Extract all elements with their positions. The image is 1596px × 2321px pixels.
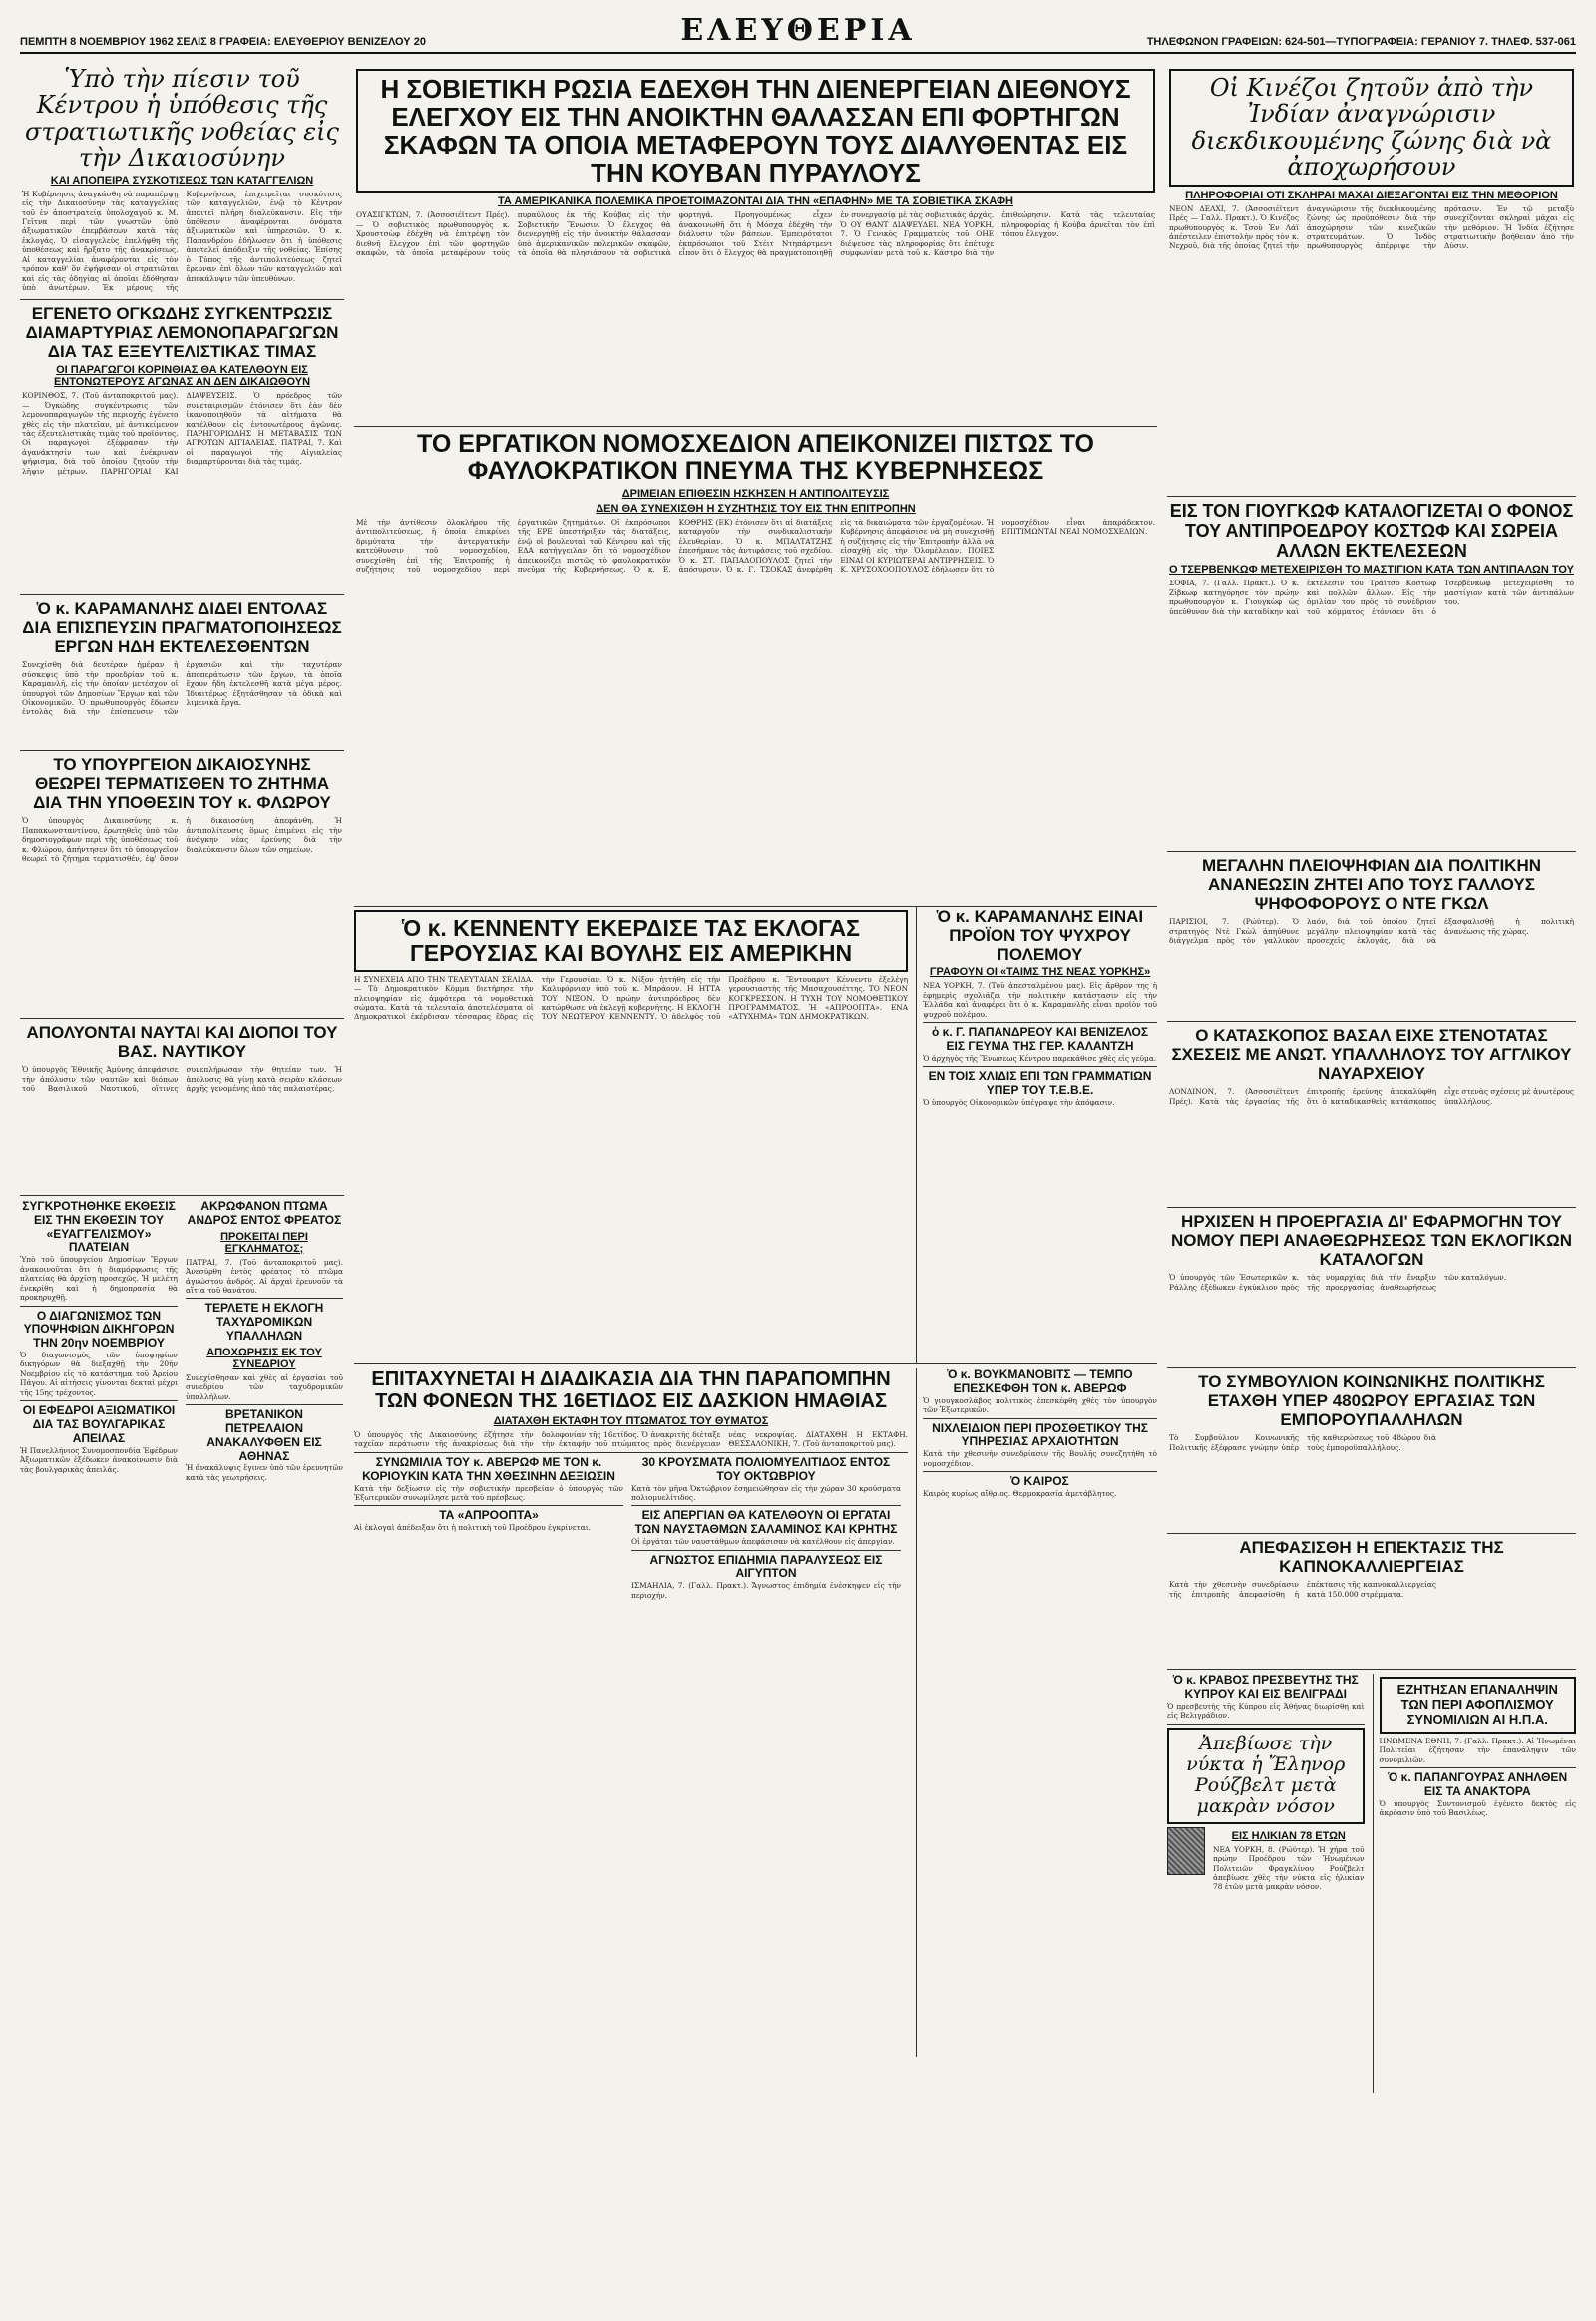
divider [20,1400,178,1401]
brief-text: ΙΣΜΑΗΛΙΑ, 7. (Γαλλ. Πρακτ.). Ἄγνωστος ἐπιδημία ἐνέσκηψεν εἰς τὴν περιοχήν. [631,1581,901,1600]
body-text: ΠΑΡΙΣΙΟΙ, 7. (Ρώϋτερ). Ὁ στρατηγὸς Ντὲ Γκὼλ ἀπηύθυνε διάγγελμα πρὸς τὸν γαλλικὸν λαόν, διὰ τοῦ ὁποίου ζητεῖ μεγάλην πλειοψηφίαν κατὰ τὰς προσεχεῖς ἐκλογάς, διὰ νὰ ἐξασφαλισθῇ ἡ πολιτικὴ ἀνανέωσις τῆς χώρας. [1169,917,1574,946]
middle-lower-left [354,1368,908,2057]
article-vassall-spy [1167,1022,1576,1208]
headline-box [356,69,1155,193]
briefs-column-a [354,1456,623,1600]
briefs-column-b [186,1200,343,1808]
right-column [1167,62,1576,2093]
body-text: Ἡ Κυβέρνησις ἀναγκάσθη νὰ παραπέμψῃ εἰς τὴν Δικαιοσύνην τὰς καταγγελίας τοῦ ἐν ἀποστρατείᾳ ὑπολοχαγοῦ κ. Μ. Γεῖτνα περὶ τῶν γνωστῶν ὑπὸ ἀξιωματικῶν ἐπεμβάσεων κατὰ τὰς ἐκλογάς. Ὁ εἰσαγγελεὺς ἐπελήφθη τῆς ὑποθέσεως καὶ ἤρξατο τῆς ἀνακρίσεως. Αἱ καταγγελίαι ἀναφέρονται εἰς τὸν τρόπον καθ' ὃν ἐψήφισαν οἱ στρατιῶται καὶ εἰς τὰς ὁδηγίας αἱ ὁποῖαι ἐδόθησαν ὑπὸ ἀνωτέρων. Ἐκ μέρους τῆς Κυβερνήσεως ἐπιχειρεῖται συσκότισις τῶν καταγγελιῶν, ἐνῷ τὸ Κέντρον ἀπαιτεῖ πλήρη διαλεύκανσιν. Εἰς τὴν ὑπόθεσιν ἀναφέρονται ὀνόματα ἀξιωματικῶν καὶ ὑπηρεσιῶν. Ὁ κ. Παπανδρέου ἐδήλωσεν ὅτι ἡ ὑπόθεσις ἀποτελεῖ ἀπόδειξιν τῆς νοθείας. Ἐπίσης ὁ Τύπος τῆς ἀντιπολιτεύσεως ζητεῖ ἔρευναν ἐπὶ ὅλων τῶν καταγγελιῶν καὶ ἀποκάλυψιν τῶν ὑπευθύνων. [22,189,342,293]
headline: ΤΟ ΕΡΓΑΤΙΚΟΝ ΝΟΜΟΣΧΕΔΙΟΝ ΑΠΕΙΚΟΝΙΖΕΙ ΠΙΣΤΩΣ ΤΟ ΦΑΥΛΟΚΡΑΤΙΚΟΝ ΠΝΕΥΜΑ ΤΗΣ ΚΥΒΕΡΝΗΣΕΩΣ [417,430,1094,485]
brief-text: Οἱ ἐργάται τῶν ναυστάθμων ἀπεφάσισαν νὰ κατέλθουν εἰς ἀπεργίαν. [631,1537,895,1547]
right-lower-right [1373,1674,1577,2093]
divider [631,1550,901,1551]
article-electoral-lists [1167,1208,1576,1368]
article-social-policy [1167,1368,1576,1534]
brief-text: Αἱ ἐκλογαὶ ἀπέδειξαν ὅτι ἡ πολιτικὴ τοῦ Προέδρου ἐγκρίνεται. [354,1523,591,1533]
headline: Ὑπὸ τὴν πίεσιν τοῦ Κέντρου ἡ ὑπόθεσις τῆς στρατιωτικῆς νοθείας εἰς τὴν Δικαιοσύνην [25,65,339,173]
subheadline: ΤΑ ΑΜΕΡΙΚΑΝΙΚΑ ΠΟΛΕΜΙΚΑ ΠΡΟΕΤΟΙΜΑΖΟΝΤΑΙ ΔΙΑ ΤΗΝ «ΕΠΑΦΗΝ» ΜΕ ΤΑ ΣΟΒΙΕΤΙΚΑ ΣΚΑΦΗ [498,195,1013,208]
subheadline: ΟΙ ΠΑΡΑΓΩΓΟΙ ΚΟΡΙΝΘΙΑΣ ΘΑ ΚΑΤΕΛΘΟΥΝ ΕΙΣ ΕΝΤΟΝΩΤΕΡΟΥΣ ΑΓΩΝΑΣ ΑΝ ΔΕΝ ΔΙΚΑΙΩΘΟΥΝ [53,364,311,389]
middle-briefs-row [354,1456,908,1600]
article-china-india [1167,62,1576,497]
body-text: ΟΥΑΣΙΓΚΤΩΝ, 7. (Ἀσσοσιέϊτεντ Πρές). — Ὁ σοβιετικὸς πρωθυπουργὸς κ. Χρουστσὼφ ἐδέχθη νὰ ἐπιτρέψῃ τὸν διεθνῆ ἔλεγχον ἐπὶ τῶν φορτηγῶν σκαφῶν, τὰ ὁποῖα μεταφέρουν τοὺς πυραύλους ἐκ τῆς Κούβας εἰς τὴν Σοβιετικὴν Ἕνωσιν. Ὁ ἔλεγχος θὰ διενεργηθῇ εἰς τὴν ἀνοικτὴν θάλασσαν ὑπὸ ἀμερικανικῶν πολεμικῶν σκαφῶν, τὰ ὁποῖα θὰ πλησιάσουν τὰ σοβιετικὰ φορτηγά. Προηγουμένως εἶχεν ἀνακοινωθῆ ὅτι ἡ Μόσχα ἐδέχθη τὴν διάλυσιν τῶν βάσεων. Ἐμπειρότατοι ἐκπρόσωποι τοῦ Στέιτ Ντηπάρτμεντ εἶπον ὅτι ὁ ἔλεγχος θὰ πραγματοποιηθῇ ἐν συνεργασίᾳ μὲ τὰς σοβιετικὰς ἀρχάς. Ὁ ΟΥ ΘΑΝΤ ΔΙΑΨΕΥΔΕΙ. ΝΕΑ ΥΟΡΚΗ, 7. Ὁ Γενικὸς Γραμματεὺς τοῦ ΟΗΕ διέψευσε τὰς πληροφορίας ὅτι ἐπέτυχε συμφωνίαν μετὰ τοῦ κ. Κάστρο διὰ τὴν ἐπιθεώρησιν. Κατὰ τὰς τελευταίας πληροφορίας ἡ Κούβα ἀρνεῖται τὸν ἐπὶ τόπου ἔλεγχον. [356,210,1155,258]
article-de-gaulle [1167,852,1576,1022]
headline-box [1380,1677,1577,1734]
body-text: Κατὰ τὴν χθεσινὴν συνεδρίασιν τῆς ἐπιτροπῆς ἀπεφασίσθη ἡ ἐπέκτασις τῆς καπνοκαλλιεργείας κατὰ 150.000 στρέμματα. [1169,1580,1436,1599]
brief-subheadline: ΑΠΟΧΩΡΗΣΙΣ ΕΚ ΤΟΥ ΣΥΝΕΔΡΙΟΥ [206,1346,322,1370]
subheadline: ΓΡΑΦΟΥΝ ΟΙ «ΤΑΙΜΣ ΤΗΣ ΝΕΑΣ ΥΟΡΚΗΣ» [929,967,1151,979]
brief-headline: ΝΙΧΛΕΙΔΙΟΝ ΠΕΡΙ ΠΡΟΣΘΕΤΙΚΟΥ ΤΗΣ ΥΠΗΡΕΣΙΑΣ ΑΡΧΑΙΟΤΗΤΩΝ [932,1420,1148,1449]
brief-text: Κατὰ τὴν χθεσινὴν συνεδρίασιν τῆς Βουλῆς συνεζητήθη τὸ νομοσχέδιον. [923,1449,1157,1468]
headline: ΕΙΣ ΤΟΝ ΓΙΟΥΓΚΩΦ ΚΑΤΑΛΟΓΙΖΕΤΑΙ Ο ΦΟΝΟΣ ΤΟΥ ΑΝΤΙΠΡΟΕΔΡΟΥ ΚΟΣΤΩΦ ΚΑΙ ΣΩΡΕΙΑ ΑΛΛΩΝ ΕΚΤΕΛΕΣΕΩΝ [1169,501,1574,562]
article-yugov-kostov [1167,497,1576,852]
brief-headline: ΤΑ «ΑΠΡΟΟΠΤΑ» [439,1508,539,1523]
body-text: Ὁ ὑπουργὸς Δικαιοσύνης κ. Παπακωνσταντίνου, ἐρωτηθεὶς ὑπὸ τῶν δημοσιογράφων περὶ τῆς ὑποθέσεως τοῦ κ. Φλώρου, ἀπήντησεν ὅτι τὸ ὑπουργεῖον θεωρεῖ τὸ ζήτημα τερματισθέν, ἐφ' ὅσον ἡ δικαιοσύνη ἀπεφάνθη. Ἡ ἀντιπολίτευσις ὅμως ἐπιμένει εἰς τὴν ἀνάγκην νέας ἐρεύνης διὰ τὴν διαλεύκανσιν ὅλων τῶν σημείων. [22,816,342,863]
headline-box [1169,69,1574,187]
brief-headline: ΕΖΗΤΗΣΑΝ ΕΠΑΝΑΛΗΨΙΝ ΤΩΝ ΠΕΡΙ ΑΦΟΠΛΙΣΜΟΥ ΣΥΝΟΜΙΛΙΩΝ ΑΙ Η.Π.Α. [1396,1682,1558,1727]
divider [923,1066,1157,1067]
brief-text: Κατὰ τὴν δεξίωσιν εἰς τὴν σοβιετικὴν πρεσβείαν ὁ ὑπουργὸς τῶν Ἐξωτερικῶν συνωμίλησε μετὰ τοῦ πρέσβεως. [354,1483,623,1502]
brief-text: ΠΑΤΡΑΙ, 7. (Τοῦ ἀνταποκριτοῦ μας). Ἀνεσύρθη ἐντὸς φρέατος τὸ πτῶμα ἀγνώστου ἀνδρός. Αἱ ἀρχαὶ ἐρευνοῦν τὰ αἴτια τοῦ θανάτου. [186,1257,343,1295]
headline: Ἀπεβίωσε τὴν νύκτα ἡ Ἔληνορ Ρούζβελτ μετὰ μακρὰν νόσον [1186,1732,1346,1818]
subheadline: Ο ΤΣΕΡΒΕΝΚΩΦ ΜΕΤΕΧΕΙΡΙΣΘΗ ΤΟ ΜΑΣΤΙΓΙΟΝ ΚΑΤΑ ΤΩΝ ΑΝΤΙΠΑΛΩΝ ΤΟΥ [1169,564,1574,577]
portrait-photo [1167,1827,1205,1875]
body-text: Ὁ ὑπουργὸς τῆς Δικαιοσύνης ἐζήτησε τὴν ταχεῖαν περάτωσιν τῆς ἀνακρίσεως διὰ τὴν δολοφονίαν τῆς 16ετίδος. Ὁ ἀνακριτὴς διέταξε τὴν ἐκταφὴν τοῦ πτώματος πρὸς διενέργειαν νέας νεκροψίας. ΔΙΑΤΑΧΘΗ Η ΕΚΤΑΦΗ. ΘΕΣΣΑΛΟΝΙΚΗ, 7. (Τοῦ ἀνταποκριτοῦ μας). [354,1430,909,1449]
brief-text: ΗΝΩΜΕΝΑ ΕΘΝΗ, 7. (Γαλλ. Πρακτ.). Αἱ Ἡνωμέναι Πολιτεῖαι ἐζήτησαν τὴν ἐπανάληψιν τῶν συνομιλιῶν. [1379,1736,1576,1764]
brief-headline: Ὁ κ. ΒΟΥΚΜΑΝΟΒΙΤΣ — ΤΕΜΠΟ ΕΠΕΣΚΕΦΘΗ ΤΟΝ κ. ΑΒΕΡΩΦ [947,1367,1133,1395]
body-text: Ὁ ὑπουργὸς Ἐθνικῆς Ἀμύνης ἀπεφάσισε τὴν ἀπόλυσιν τῶν ναυτῶν καὶ διόπων τοῦ Βασιλικοῦ Ναυτικοῦ, οἵτινες συνεπλήρωσαν τὴν θητείαν των. Ἡ ἀπόλυσις θὰ γίνῃ κατὰ σειρὰν κλάσεων ἀρχῆς γενομένης ἀπὸ τὰς παλαιοτέρας. [22,1065,342,1093]
divider [1167,1724,1365,1725]
article-karamanlis-cold-war [916,907,1157,1363]
brief-text: Ὁ γιουγκοσλάβος πολιτικὸς ἐπεσκέφθη χθὲς τὸν ὑπουργὸν τῶν Ἐξωτερικῶν. [923,1395,1157,1415]
body-text: ΚΟΡΙΝΘΟΣ, 7. (Τοῦ ἀνταποκριτοῦ μας). — Ὀγκώδης συγκέντρωσις τῶν λεμονοπαραγωγῶν τῆς περιοχῆς ἐγένετο χθὲς εἰς τὴν πλατεῖαν, μὲ ἀντικείμενον τὰς ἐξευτελιστικὰς τιμὰς τοῦ προϊόντος. Οἱ παραγωγοὶ ἐξέφρασαν τὴν ἀγανάκτησίν των καὶ ἐνέκριναν ψήφισμα, διὰ τοῦ ὁποίου ζητοῦν τὴν λῆψιν μέτρων. ΠΑΡΗΓΟΡΙΑΙ ΚΑΙ ΔΙΑΨΕΥΣΕΙΣ. Ὁ πρόεδρος τῶν συνεταιρισμῶν ἐτόνισεν ὅτι ἐὰν δὲν ἱκανοποιηθοῦν τὰ αἰτήματα θὰ κατέλθουν εἰς ἐντονωτέρους ἀγῶνας. ΠΑΡΗΓΟΡΙΩΔΗΣ Η ΜΕΤΑΒΑΣΙΣ ΤΩΝ ΑΓΡΟΤΩΝ ΑΙΓΙΑΛΕΙΑΣ. ΠΑΤΡΑΙ, 7. Καὶ οἱ παραγωγοὶ τῆς Αἰγιαλείας διαμαρτύρονται διὰ τὰς τιμάς. [22,391,342,476]
divider [923,1471,1157,1472]
article-navy-discharge [20,1019,344,1196]
headline: ΗΡΧΙΣΕΝ Η ΠΡΟΕΡΓΑΣΙΑ ΔΙ' ΕΦΑΡΜΟΓΗΝ ΤΟΥ ΝΟΜΟΥ ΠΕΡΙ ΑΝΑΘΕΩΡΗΣΕΩΣ ΤΩΝ ΕΚΛΟΓΙΚΩΝ ΚΑΤΑΛΟΓΩΝ [1170,1212,1573,1270]
divider [354,1452,908,1453]
article-karamanlis-works [20,595,344,751]
brief-text: Ὁ διαγωνισμὸς τῶν ὑποψηφίων δικηγόρων θὰ διεξαχθῇ τὴν 20ὴν Νοεμβρίου εἰς τὸ κατάστημα τοῦ Ἀρείου Πάγου. Αἱ αἰτήσεις γίνονται δεκταὶ μέχρι τῆς 15ης τρέχοντος. [20,1350,178,1397]
brief-text: Κατὰ τὸν μῆνα Ὀκτώβριον ἐσημειώθησαν εἰς τὴν χώραν 30 κρούσματα πολιομυελίτιδος. [631,1483,901,1502]
headline: Ὁ κ. ΚΑΡΑΜΑΝΛΗΣ ΕΙΝΑΙ ΠΡΟΪΟΝ ΤΟΥ ΨΥΧΡΟΥ ΠΟΛΕΜΟΥ [936,907,1144,965]
body-text: Η ΣΥΝΕΧΕΙΑ ΑΠΟ ΤΗΝ ΤΕΛΕΥΤΑΙΑΝ ΣΕΛΙΔΑ. — Τὸ Δημοκρατικὸν Κόμμα διετήρησε τὴν πλειοψηφίαν εἰς ἀμφότερα τὰ νομοθετικὰ σώματα. Κατὰ τὰ τελευταῖα ἀποτελέσματα οἱ Δημοκρατικοὶ ἐκέρδισαν τέσσαρας ἕδρας εἰς τὴν Γερουσίαν. Ὁ κ. Νίξον ἡττήθη εἰς τὴν Καλιφόρνιαν ὑπὸ τοῦ κ. Μπράουν. Η ΗΤΤΑ ΤΟΥ ΝΙΞΟΝ. Ὁ πρώην ἀντιπρόεδρος δὲν κατώρθωσε νὰ ἐκλεγῇ κυβερνήτης. Η ΕΚΛΟΓΗ ΤΟΥ ΝΕΩΤΕΡΟΥ ΚΕΝΝΕΝΤΥ. Ὁ ἀδελφὸς τοῦ Προέδρου κ. Ἔντουαρντ Κέννεντυ ἐξελέγη γερουσιαστὴς τῆς Μασαχουσέττης. ΤΟ ΝΕΟΝ ΚΟΓΚΡΕΣΣΟΝ. Η ΤΥΧΗ ΤΟΥ ΝΟΜΟΘΕΤΙΚΟΥ ΠΡΟΓΡΑΜΜΑΤΟΣ. Ἡ «ΑΠΡΟΟΠΤΑ». ΕΝΑ «ΑΤΥΧΗΜΑ» ΤΩΝ ΔΗΜΟΚΡΑΤΙΚΩΝ. [354,974,909,1022]
headline: Ὁ κ. ΚΑΡΑΜΑΝΛΗΣ ΔΙΔΕΙ ΕΝΤΟΛΑΣ ΔΙΑ ΕΠΙΣΠΕΥΣΙΝ ΠΡΑΓΜΑΤΟΠΟΙΗΣΕΩΣ ΕΡΓΩΝ ΗΔΗ ΕΚΤΕΛΕΣΘΕΝΤΩΝ [22,599,342,657]
subheadline: ΕΙΣ ΗΛΙΚΙΑΝ 78 ΕΤΩΝ [1231,1829,1346,1842]
weather-text: Καιρὸς κυρίως αἴθριος. Θερμοκρασία ἀμετάβλητος. [923,1488,1117,1498]
article-soviet-cuba [354,62,1157,427]
brief-text: Ὁ ὑπουργὸς Οἰκονομικῶν ὑπέγραψε τὴν ἀπόφασιν. [923,1097,1115,1107]
divider [186,1298,343,1299]
right-lower-left [1167,1674,1365,2093]
headline: Η ΣΟΒΙΕΤΙΚΗ ΡΩΣΙΑ ΕΔΕΧΘΗ ΤΗΝ ΔΙΕΝΕΡΓΕΙΑΝ ΔΙΕΘΝΟΥΣ ΕΛΕΓΧΟΥ ΕΙΣ ΤΗΝ ΑΝΟΙΚΤΗΝ ΘΑΛΑΣΣΑΝ ΕΠΙ ΦΟΡΤΗΓΩΝ ΣΚΑΦΩΝ ΤΑ ΟΠΟΙΑ ΜΕΤΑΦΕΡΟΥΝ ΤΟΥΣ ΔΙΑΛΥΘΕΝΤΑΣ ΕΙΣ ΤΗΝ ΚΟΥΒΑΝ ΠΥΡΑΥΛΟΥΣ [380,74,1131,189]
brief-headline: Ὁ κ. ΠΑΠΑΝΓΟΥΡΑΣ ΑΝΗΛΘΕΝ ΕΙΣ ΤΑ ΑΝΑΚΤΟΡΑ [1388,1770,1568,1799]
divider [923,1022,1157,1023]
brief-headline: ΣΥΝΩΜΙΛΙΑ ΤΟΥ κ. ΑΒΕΡΩΦ ΜΕ ΤΟΝ κ. ΚΟΡΙΟΥΚΙΝ ΚΑΤΑ ΤΗΝ ΧΘΕΣΙΝΗΝ ΔΕΞΙΩΣΙΝ [362,1454,615,1483]
headline: ΤΟ ΣΥΜΒΟΥΛΙΟΝ ΚΟΙΝΩΝΙΚΗΣ ΠΟΛΙΤΙΚΗΣ ΕΤΑΧΘΗ ΥΠΕΡ 480ΩΡΟΥ ΕΡΓΑΣΙΑΣ ΤΩΝ ΕΜΠΟΡΟΥΠΑΛΛΗΛΩΝ [1198,1372,1545,1430]
brief-headline: ΑΓΝΩΣΤΟΣ ΕΠΙΔΗΜΙΑ ΠΑΡΑΛΥΣΕΩΣ ΕΙΣ ΑΙΓΥΠΤΟΝ [649,1552,883,1581]
article-lemon-growers [20,300,344,595]
article-labor-bill [354,427,1157,907]
body-text: Μὲ τὴν ἀντίθεσιν ὁλοκλήρου τῆς ἀντιπολιτεύσεως, ἡ ὁποία ἐπικρίνει δριμύτατα τὴν ἀντεργατικὴν κατεύθυνσιν τοῦ νομοσχεδίου, συνεχίσθη ἐπὶ τῆς Ἐπιτροπῆς ἡ συζήτησις τοῦ νομοσχεδίου περὶ ἐργατικῶν ζητημάτων. Οἱ ἐκπρόσωποι τῆς ΕΡΕ ὑπεστήριξαν τὰς διατάξεις, ἐνῷ οἱ βουλευταὶ τοῦ Κέντρου καὶ τῆς ΕΔΑ κατήγγειλαν ὅτι τὸ νομοσχέδιον ἀπεικονίζει πιστῶς τὸ φαυλοκρατικὸν πνεῦμα τῆς Κυβερνήσεως. Ὁ κ. Ε. ΚΟΘΡΗΣ (ΕΚ) ἐτόνισεν ὅτι αἱ διατάξεις καταργοῦν τὴν συνδικαλιστικὴν ἐλευθερίαν. Ὁ κ. ΜΠΑΛΤΑΤΖΗΣ ἐπεσήμανε τὰς ἀντιφάσεις τοῦ σχεδίου. Ὁ κ. ΣΤ. ΠΑΠΑΔΟΠΟΥΛΟΣ ζητεῖ τὴν ἀπόσυρσιν. Ὁ κ. Γ. ΤΣΟΚΑΣ ἀνεφέρθη εἰς τὰ δικαιώματα τῶν ἐργαζομένων. Ἡ Κυβέρνησις ἀπεφάσισε νὰ μὴ συνεχισθῇ ἡ συζήτησις εἰς τὴν Ἐπιτροπὴν ἀλλὰ νὰ εἰσαχθῇ εἰς τὴν Ὁλομέλειαν. ΠΟΙΕΣ ΕΙΝΑΙ ΟΙ ΚΥΡΙΩΤΕΡΑΙ ΑΝΤΙΡΡΗΣΕΙΣ. Ὁ Κ. ΧΡΥΣΟΧΟΟΠΟΥΛΟΣ ἐδήλωσεν ὅτι τὸ νομοσχέδιον εἶναι ἀπαράδεκτον. ΕΠΙΤΙΜΩΝΤΑΙ ΝΕΑΙ ΝΟΜΟΣΧΕΔΙΩΝ. [356,518,1155,575]
masthead-date-line: ΠΕΜΠΤΗ 8 ΝΟΕΜΒΡΙΟΥ 1962 ΣΕΛΙΣ 8 ΓΡΑΦΕΙΑ: ΕΛΕΥΘΕΡΙΟΥ ΒΕΝΙΖΕΛΟΥ 20 [20,36,426,48]
brief-text: Ἡ Πανελλήνιος Συνομοσπονδία Ἐφέδρων Ἀξιωματικῶν ἐξέδωκεν ἀνακοίνωσιν διὰ τὰς βουλγαρικὰς ἀπειλάς. [20,1445,178,1474]
left-briefs [20,1196,344,1808]
brief-headline: 30 ΚΡΟΥΣΜΑΤΑ ΠΟΛΙΟΜΥΕΛΙΤΙΔΟΣ ΕΝΤΟΣ ΤΟΥ ΟΚΤΩΒΡΙΟΥ [641,1454,891,1483]
briefs-column-b [631,1456,901,1600]
body-text: ΝΕΑ ΥΟΡΚΗ, 8. (Ρώϋτερ). Ἡ χήρα τοῦ πρώην Προέδρου τῶν Ἡνωμένων Πολιτειῶν Φραγκλίνου Ρούζβελτ ἀπεβίωσε χθὲς τὴν νύκτα εἰς ἡλικίαν 78 ἐτῶν μετὰ μακρὰν νόσον. [1213,1844,1365,1892]
headline: ΑΠΕΦΑΣΙΣΘΗ Η ΕΠΕΚΤΑΣΙΣ ΤΗΣ ΚΑΠΝΟΚΑΛΛΙΕΡΓΕΙΑΣ [1239,1538,1504,1577]
headline: ΤΟ ΥΠΟΥΡΓΕΙΟΝ ΔΙΚΑΙΟΣΥΝΗΣ ΘΕΩΡΕΙ ΤΕΡΜΑΤΙΣΘΕΝ ΤΟ ΖΗΤΗΜΑ ΔΙΑ ΤΗΝ ΥΠΟΘΕΣΙΝ ΤΟΥ κ. ΦΛΩΡΟΥ [33,755,331,813]
body-text: Συνεχίσθη διὰ δευτέραν ἡμέραν ἡ σύσκεψις ὑπὸ τὴν προεδρίαν τοῦ κ. Καραμανλῆ, εἰς τὴν ὁποίαν μετέσχον οἱ ὑπουργοὶ τῶν Δημοσίων Ἔργων καὶ τῶν Οἰκονομικῶν. Ὁ πρωθυπουργὸς ἔδωσεν ἐντολὰς διὰ τὴν ἐπίσπευσιν τῶν ἐργασιῶν καὶ τὴν ταχυτέραν ἀποπεράτωσιν τῶν ἔργων, τὰ ὁποῖα ἔχουν ἤδη ἐκτελεσθῆ κατὰ μέγα μέρος. Ἰδιαιτέρως ἐξητάσθησαν τὰ ὁδικὰ καὶ λιμενικὰ ἔργα. [22,660,342,717]
briefs-column-a [20,1200,178,1808]
brief-headline: ΟΙ ΕΦΕΔΡΟΙ ΑΞΙΩΜΑΤΙΚΟΙ ΔΙΑ ΤΑΣ ΒΟΥΛΓΑΡΙΚΑΣ ΑΠΕΙΛΑΣ [22,1403,176,1445]
brief-headline: ΤΕΡΛΕΤΕ Η ΕΚΛΟΓΗ ΤΑΧΥΔΡΟΜΙΚΩΝ ΥΠΑΛΛΗΛΩΝ [204,1301,324,1344]
newspaper-page [20,14,1576,2288]
roosevelt-headline-box [1167,1728,1365,1824]
subheadline: ΚΑΙ ΑΠΟΠΕΙΡΑ ΣΥΣΚΟΤΙΣΕΩΣ ΤΩΝ ΚΑΤΑΓΓΕΛΙΩΝ [50,174,314,187]
subheadline: ΔΙΑΤΑΧΘΗ ΕΚΤΑΦΗ ΤΟΥ ΠΤΩΜΑΤΟΣ ΤΟΥ ΘΥΜΑΤΟΣ [493,1415,769,1427]
headline: ΜΕΓΑΛΗΝ ΠΛΕΙΟΨΗΦΙΑΝ ΔΙΑ ΠΟΛΙΤΙΚΗΝ ΑΝΑΝΕΩΣΙΝ ΖΗΤΕΙ ΑΠΟ ΤΟΥΣ ΓΑΛΛΟΥΣ ΨΗΦΟΦΟΡΟΥΣ Ο ΝΤΕ ΓΚΩΛ [1202,856,1541,914]
body-text: ΝΕΟΝ ΔΕΛΧΙ, 7. (Ἀσσοσιέϊτεντ Πρές — Γαλλ. Πρακτ.). Ὁ Κινέζος πρωθυπουργὸς κ. Τσοὺ Ἐν Λάϊ ἀπέστειλεν ἐπιστολὴν πρὸς τὸν κ. Νεχροῦ, διὰ τῆς ὁποίας ζητεῖ τὴν ἀναγνώρισιν τῆς διεκδικουμένης ζώνης ὡς προϋπόθεσιν διὰ τὴν ἀποχώρησιν τῶν κινεζικῶν στρατευμάτων. Ὁ Ἰνδὸς πρωθυπουργὸς ἀπέρριψε τὴν πρότασιν. Ἐν τῷ μεταξὺ συνεχίζονται σκληραὶ μάχαι εἰς τὴν μεθόριον. Ἡ Ἰνδία ἐζήτησε στρατιωτικὴν βοήθειαν ἀπὸ τὴν Δύσιν. [1169,203,1574,251]
article-tobacco [1167,1534,1576,1670]
headline: ΕΓΕΝΕΤΟ ΟΓΚΩΔΗΣ ΣΥΓΚΕΝΤΡΩΣΙΣ ΔΙΑΜΑΡΤΥΡΙΑΣ ΛΕΜΟΝΟΠΑΡΑΓΩΓΩΝ ΔΙΑ ΤΑΣ ΕΞΕΥΤΕΛΙΣΤΙΚΑΣ ΤΙΜΑΣ [25,304,339,362]
brief-text: Ὑπὸ τοῦ ὑπουργείου Δημοσίων Ἔργων ἀνακοινοῦται ὅτι ἡ διαμόρφωσις τῆς πλατείας θὰ ἀρχίσῃ προσεχῶς. Ἡ μελέτη ἐνεκρίθη καὶ ἡ δημοπρασία θὰ προκηρυχθῇ. [20,1255,178,1303]
subheadline: ΔΡΙΜΕΙΑΝ ΕΠΙΘΕΣΙΝ ΗΣΚΗΣΕΝ Η ΑΝΤΙΠΟΛΙΤΕΥΣΙΣ [621,488,890,500]
body-text: ΛΟΝΔΙΝΟΝ, 7. (Ἀσσοσιέϊτεντ Πρές). Κατὰ τὰς ἐργασίας τῆς ἐπιτροπῆς ἐρεύνης ἀπεκαλύφθη ὅτι ὁ καταδικασθεὶς κατάσκοπος εἶχε στενὰς σχέσεις μὲ ἀνωτέρους ὑπαλλήλους. [1169,1087,1574,1106]
brief-headline: Ὁ κ. ΚΡΑΒΟΣ ΠΡΕΣΒΕΥΤΗΣ ΤΗΣ ΚΥΠΡΟΥ ΚΑΙ ΕΙΣ ΒΕΛΙΓΡΑΔΙ [1172,1673,1359,1701]
divider [631,1505,901,1506]
body-text: ΝΕΑ ΥΟΡΚΗ, 7. (Τοῦ ἀπεσταλμένου μας). Εἰς ἄρθρον της ἡ ἐφημερὶς σχολιάζει τὴν πολιτικὴν κατάστασιν εἰς τὴν Ἑλλάδα καὶ ἀναφέρει ὅτι ὁ κ. Καραμανλῆς εἶναι προϊὸν τοῦ ψυχροῦ πολέμου. [923,981,1157,1019]
brief-headline: ὁ κ. Γ. ΠΑΠΑΝΔΡΕΟΥ ΚΑΙ ΒΕΝΙΖΕΛΟΣ ΕΙΣ ΓΕΥΜΑ ΤΗΣ ΓΕΡ. ΚΑΛΑΝΤΖΗ [931,1024,1149,1053]
weather-headline: Ὁ ΚΑΙΡΟΣ [1010,1474,1069,1489]
divider [923,1418,1157,1419]
brief-headline: ΑΚΡΩΦΑΝΟΝ ΠΤΩΜΑ ΑΝΔΡΟΣ ΕΝΤΟΣ ΦΡΕΑΤΟΣ [187,1199,342,1227]
headline: Ὁ κ. ΚΕΝΝΕΝΤΥ ΕΚΕΡΔΙΣΕ ΤΑΣ ΕΚΛΟΓΑΣ ΓΕΡΟΥΣΙΑΣ ΚΑΙ ΒΟΥΛΗΣ ΕΙΣ ΑΜΕΡΙΚΗΝ [402,915,860,967]
roosevelt-article [1167,1827,1365,1892]
brief-headline: ΣΥΓΚΡΟΤΗΘΗΚΕ ΕΚΘΕΣΙΣ ΕΙΣ ΤΗΝ ΕΚΘΕΣΙΝ ΤΟΥ «ΕΥΑΓΓΕΛΙΣΜΟΥ» ΠΛΑΤΕΙΑΝ [22,1199,176,1255]
brief-headline: ΕΝ ΤΟΙΣ ΧΛΙΔΙΣ ΕΠΙ ΤΩΝ ΓΡΑΜΜΑΤΙΩΝ ΥΠΕΡ ΤΟΥ Τ.Ε.Β.Ε. [928,1069,1152,1097]
brief-text: Συνεχίσθησαν καὶ χθὲς αἱ ἐργασίαι τοῦ συνεδρίου τῶν ταχυδρομικῶν ὑπαλλήλων. [186,1372,343,1401]
headline: ΑΠΟΛΥΟΝΤΑΙ ΝΑΥΤΑΙ ΚΑΙ ΔΙΟΠΟΙ ΤΟΥ ΒΑΣ. ΝΑΥΤΙΚΟΥ [26,1023,338,1062]
headline-box [354,910,908,972]
divider [186,1404,343,1405]
article-military-fraud [20,62,344,300]
middle-lower-right [916,1368,1157,2057]
body-text: Ὁ ὑπουργὸς τῶν Ἐσωτερικῶν κ. Ράλλης ἐξέδωκεν ἐγκύκλιον πρὸς τὰς νομαρχίας διὰ τὴν ἔναρξιν τῆς προεργασίας ἀναθεωρήσεως τῶν καταλόγων. [1169,1273,1507,1292]
brief-headline: Ο ΔΙΑΓΩΝΙΣΜΟΣ ΤΩΝ ΥΠΟΨΗΦΙΩΝ ΔΙΚΗΓΟΡΩΝ ΤΗΝ 20ην ΝΟΕΜΒΡΙΟΥ [23,1308,175,1351]
brief-text: Ὁ πρεσβευτὴς τῆς Κύπρου εἰς Ἀθήνας διωρίσθη καὶ εἰς Βελιγράδιον. [1167,1701,1365,1721]
article-justice-floros [20,751,344,1019]
brief-text: Ὁ ὑπουργὸς Συντονισμοῦ ἐγένετο δεκτὸς εἰς ἀκρόασιν ὑπὸ τοῦ Βασιλέως. [1379,1798,1576,1818]
middle-lower-row [354,1364,1157,2057]
brief-headline: ΒΡΕΤΑΝΙΚΟΝ ΠΕΤΡΕΛΑΙΟΝ ΑΝΑΚΑΛΥΦΘΕΝ ΕΙΣ ΑΘΗΝΑΣ [206,1407,322,1463]
body-text: Τὸ Συμβούλιον Κοινωνικῆς Πολιτικῆς ἐξέφρασε γνώμην ὑπὲρ τῆς καθιερώσεως τοῦ 48ώρου διὰ τοὺς ἐμποροϋπαλλήλους. [1169,1433,1436,1452]
subheadline: ΔΕΝ ΘΑ ΣΥΝΕΧΙΣΘΗ Η ΣΥΖΗΤΗΣΙΣ ΤΟΥ ΕΙΣ ΤΗΝ ΕΠΙΤΡΟΠΗΝ [596,503,916,515]
left-column [20,62,344,2093]
article-grid [20,62,1576,2093]
article-kennedy-elections [354,907,908,1363]
divider [1380,1767,1577,1768]
brief-headline: ΕΙΣ ΑΠΕΡΓΙΑΝ ΘΑ ΚΑΤΕΛΘΟΥΝ ΟΙ ΕΡΓΑΤΑΙ ΤΩΝ ΝΑΥΣΤΑΘΜΩΝ ΣΑΛΑΜΙΝΟΣ ΚΑΙ ΚΡΗΤΗΣ [634,1508,898,1537]
headline: Οἱ Κινέζοι ζητοῦν ἀπὸ τὴν Ἰνδίαν ἀναγνώρισιν διεκδικουμένης ζώνης διὰ νὰ ἀποχωρήσουν [1191,74,1552,182]
brief-subheadline: ΠΡΟΚΕΙΤΑΙ ΠΕΡΙ ΕΓΚΛΗΜΑΤΟΣ; [220,1230,308,1255]
masthead-phone-line: ΤΗΛΕΦΩΝΟΝ ΓΡΑΦΕΙΩΝ: 624-501—ΤΥΠΟΓΡΑΦΕΙΑ: ΓΕΡΑΝΙΟΥ 7. ΤΗΛΕΦ. 537-061 [1146,36,1576,48]
headline: Ο ΚΑΤΑΣΚΟΠΟΣ ΒΑΣΑΛ ΕΙΧΕ ΣΤΕΝΟΤΑΤΑΣ ΣΧΕΣΕΙΣ ΜΕ ΑΝΩΤ. ΥΠΑΛΛΗΛΟΥΣ ΤΟΥ ΑΓΓΛΙΚΟΥ ΝΑΥΑΡΧΕΙΟΥ [1171,1026,1572,1084]
right-lower-row [1167,1670,1576,2093]
divider [354,1505,623,1506]
middle-row-kennedy [354,907,1157,1364]
headline: ΕΠΙΤΑΧΥΝΕΤΑΙ Η ΔΙΑΔΙΚΑΣΙΑ ΔΙΑ ΤΗΝ ΠΑΡΑΠΟΜΠΗΝ ΤΩΝ ΦΟΝΕΩΝ ΤΗΣ 16ΕΤΙΔΟΣ ΕΙΣ ΔΑΣΚΙΟΝ ΗΜΑΘΙΑΣ [371,1368,891,1412]
masthead [20,14,1576,54]
roosevelt-text [1213,1827,1365,1892]
subheadline: ΠΛΗΡΟΦΟΡΙΑΙ ΟΤΙ ΣΚΛΗΡΑΙ ΜΑΧΑΙ ΔΙΕΞΑΓΟΝΤΑΙ ΕΙΣ ΤΗΝ ΜΕΘΟΡΙΟΝ [1185,189,1558,201]
newspaper-title: ΕΛΕΥΘΕΡΙΑ [680,13,916,48]
brief-text: Ἡ ἀνακάλυψις ἔγινεν ὑπὸ τῶν ἐρευνητῶν κατὰ τὰς γεωτρήσεις. [186,1463,343,1482]
brief-text: Ὁ ἀρχηγὸς τῆς Ἕνωσεως Κέντρου παρεκάθισε χθὲς εἰς γεῦμα. [923,1053,1157,1063]
divider [20,1306,178,1307]
body-text: ΣΟΦΙΑ, 7. (Γαλλ. Πρακτ.). Ὁ κ. Ζίβκωφ κατηγόρησε τὸν πρώην πρωθυπουργὸν κ. Γιουγκὼφ ὡς ὑπεύθυνον διὰ τὴν καταδίκην καὶ ἐκτέλεσιν τοῦ Τράϊτσο Κοστὼφ καὶ πολλῶν ἄλλων. Εἰς τὴν ὁμιλίαν του πρὸς τὸ συνέδριον τοῦ κόμματος ἐτόνισεν ὅτι ὁ Τσερβένκωφ μετεχειρίσθη τὸ μαστίγιον κατὰ τῶν ἀντιπάλων του. [1169,579,1574,616]
middle-column [354,62,1157,2093]
